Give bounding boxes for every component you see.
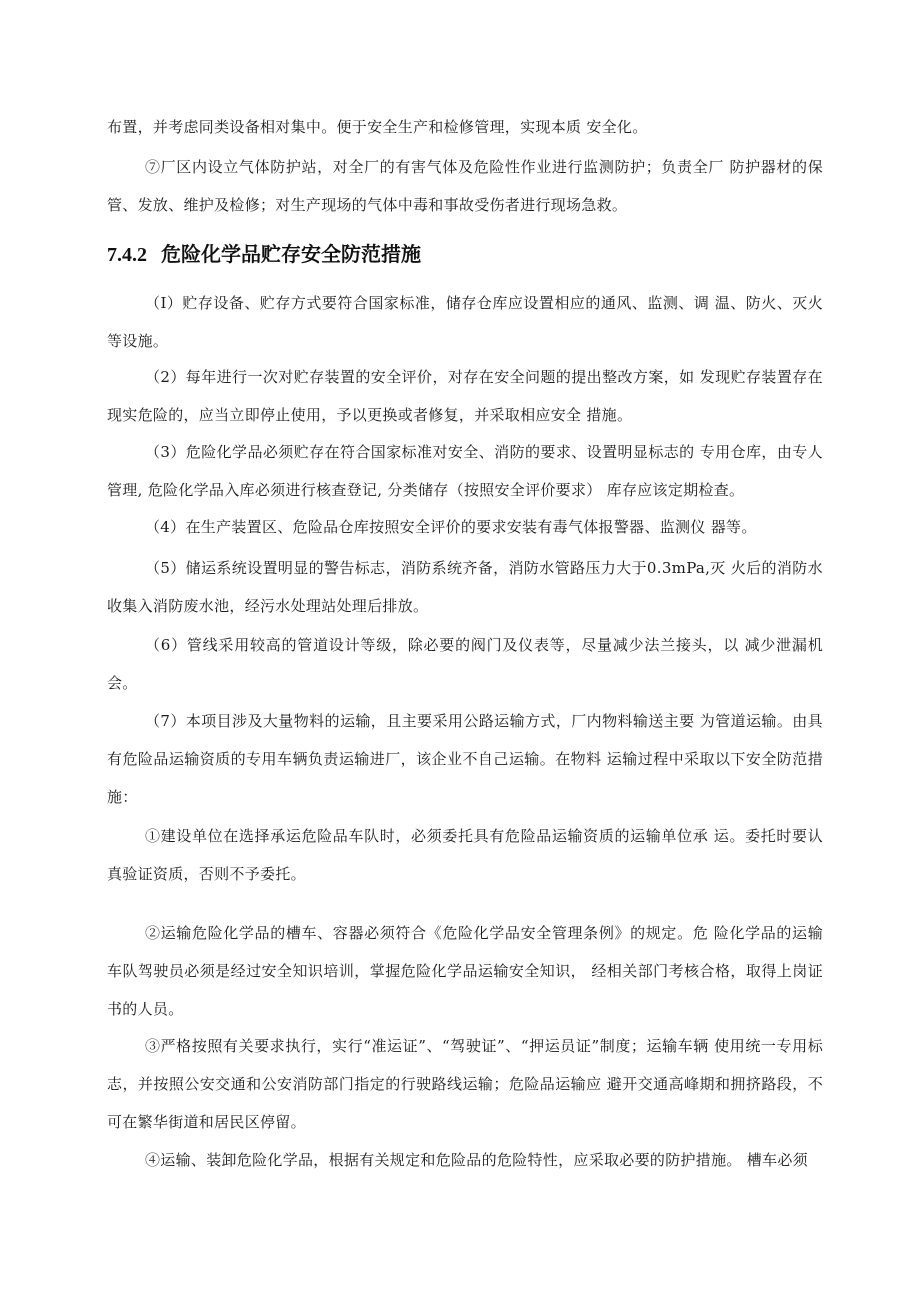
- section-heading: [107, 236, 421, 273]
- paragraph-gas-protection-station: ⑦厂区内设立气体防护站，对全厂的有害气体及危险性作业进行监测防护；负责全厂 防护器材的保管、发放、维护及检修；对生产现场的气体中毒和事故受伤者进行现场急救。: [107, 158, 823, 214]
- measure-6: （6）管线采用较高的管道设计等级，除必要的阀门及仪表等，尽量减少法兰接头，以 减少泄漏机会。: [107, 636, 823, 692]
- measure-4: （4）在生产装置区、危险品仓库按照安全评价的要求安装有毒气体报警器、监测仪 器等。: [145, 518, 757, 536]
- measure-5: （5）储运系统设置明显的警告标志，消防系统齐备，消防水管路压力大于0.3mPa,灭 火后的消防水收集入消防废水池，经污水处理站处理后排放。: [107, 559, 823, 615]
- transport-measure-3: ③严格按照有关要求执行，实行“准运证”、“驾驶证”、“押运员证”制度；运输车辆 使用统一专用标志，并按照公安交通和公安消防部门指定的行驶路线运输；危险品运输应 避开交通高峰期和拥挤路段，不可在繁华街道和居民区停留。: [107, 1037, 823, 1131]
- measure-7: （7）本项目涉及大量物料的运输，且主要采用公路运输方式，厂内物料输送主要 为管道运输。由具有危险品运输资质的专用车辆负责运输进厂，该企业不自己运输。在物料 运输过程中采取以下安全防范措施：: [107, 712, 823, 806]
- transport-measure-1: ①建设单位在选择承运危险品车队时，必须委托具有危险品运输资质的运输单位承 运。委托时要认真验证资质，否则不予委托。: [107, 827, 823, 883]
- paragraph-continuation: 布置，并考虑同类设备相对集中。便于安全生产和检修管理，实现本质 安全化。: [107, 118, 648, 136]
- section-title: 危险化学品贮存安全防范措施: [161, 242, 421, 266]
- measure-3: （3）危险化学品必须贮存在符合国家标准对安全、消防的要求、设置明显标志的 专用仓库，由专人管理, 危险化学品入库必须进行核查登记, 分类储存（按照安全评价要求） 库存应该定期检查。: [107, 443, 823, 499]
- transport-measure-2: ②运输危险化学品的槽车、容器必须符合《危险化学品安全管理条例》的规定。危 险化学品的运输车队驾驶员必须是经过安全知识培训，掌握危险化学品运输安全知识， 经相关部门考核合格，取得上岗证书的人员。: [107, 924, 823, 1018]
- measure-1: （I）贮存设备、贮存方式要符合国家标准，储存仓库应设置相应的通风、监测、调 温、防火、灭火等设施。: [107, 294, 823, 350]
- measure-2: （2）每年进行一次对贮存装置的安全评价，对存在安全问题的提出整改方案，如 发现贮存装置存在现实危险的，应当立即停止使用，予以更换或者修复，并采取相应安全 措施。: [107, 368, 823, 424]
- transport-measure-4: ④运输、装卸危险化学品，根据有关规定和危险品的危险特性，应采取必要的防护措施。 槽车必须: [145, 1151, 808, 1169]
- section-number: 7.4.2: [107, 244, 147, 266]
